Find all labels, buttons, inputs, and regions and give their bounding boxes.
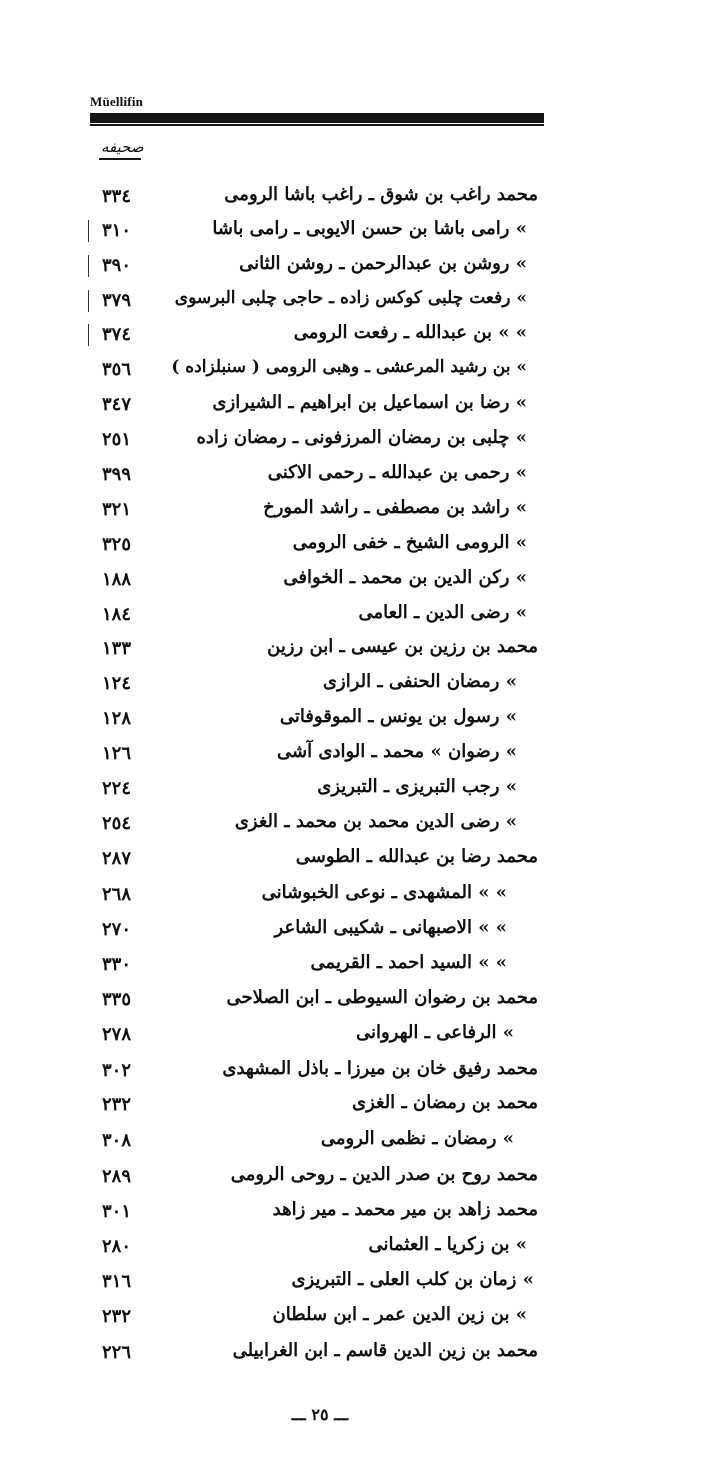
- margin-bar: [88, 324, 89, 346]
- index-entry: [0, 565, 703, 599]
- entry-text: » رضوان » محمد ـ الوادى آشى: [277, 741, 517, 762]
- margin-bar: [88, 220, 89, 242]
- entry-page-number: ١٨٤: [102, 604, 132, 625]
- entry-text: » رضى الدين محمد بن محمد ـ الغزى: [234, 811, 517, 832]
- entry-page-number: ١٢٦: [102, 743, 132, 764]
- entry-text: » بن زكريا ـ العثمانى: [368, 1234, 527, 1255]
- entry-text: محمد رضا بن عبدالله ـ الطوسى: [295, 846, 538, 867]
- entry-text: » راشد بن مصطفى ـ راشد المورخ: [263, 497, 527, 518]
- index-entry: [0, 985, 703, 1019]
- entry-text: محمد بن رضوان السيوطى ـ ابن الصلاحى: [226, 987, 538, 1008]
- entry-page-number: ٢٧٠: [102, 919, 132, 940]
- index-entry: [0, 286, 703, 320]
- index-entry: [0, 774, 703, 808]
- entry-text: » چلبى بن رمضان المرزفونى ـ رمضان زاده: [196, 427, 527, 448]
- entry-page-number: ٣٧٩: [102, 290, 132, 311]
- entry-text: » رمضان الحنفى ـ الرازى: [322, 671, 517, 692]
- entry-text: محمد بن رمضان ـ الغزى: [351, 1092, 538, 1113]
- margin-bar: [88, 255, 89, 277]
- entry-page-number: ٢٢٦: [102, 1342, 132, 1363]
- index-entry: [0, 669, 703, 703]
- entry-text: محمد روح بن صدر الدين ـ روحى الرومى: [230, 1164, 538, 1185]
- entry-text: محمد بن زين الدين قاسم ـ ابن الغرابيلى: [232, 1340, 538, 1361]
- index-entry: [0, 1197, 703, 1231]
- entry-page-number: ٣٥٦: [102, 359, 132, 380]
- index-entry: [0, 495, 703, 529]
- entry-page-number: ٢٣٢: [102, 1306, 132, 1327]
- entry-page-number: ١٣٣: [102, 638, 132, 659]
- index-entry: [0, 460, 703, 494]
- index-entry: [0, 425, 703, 459]
- index-entry: [0, 251, 703, 285]
- index-entry: [0, 1232, 703, 1266]
- entry-page-number: ٢٨٧: [102, 848, 132, 869]
- index-entry: [0, 530, 703, 564]
- index-entry: [0, 1090, 703, 1124]
- entry-text: » بن رشيد المرعشى ـ وهبى الرومى ( سنبلزاده ): [171, 357, 527, 377]
- index-entry: [0, 1020, 703, 1054]
- entry-page-number: ٣١٦: [102, 1271, 132, 1292]
- entry-page-number: ٢٣٢: [102, 1094, 132, 1115]
- entry-page-number: ٣٠١: [102, 1201, 132, 1222]
- entry-text: » » المشهدى ـ نوعى الخبوشانى: [261, 882, 507, 903]
- index-entry: [0, 844, 703, 878]
- margin-bar: [88, 290, 89, 312]
- entry-text: محمد زاهد بن مير محمد ـ مير زاهد: [272, 1199, 538, 1220]
- entry-page-number: ٣٧٤: [102, 324, 132, 345]
- entry-page-number: ٢٦٨: [102, 884, 132, 905]
- entry-text: » رسول بن يونس ـ الموقوفاتى: [279, 706, 517, 727]
- entry-page-number: ٢٥١: [102, 429, 132, 450]
- header-label: Müellifin: [90, 94, 144, 109]
- entry-text: » الرومى الشيخ ـ خفى الرومى: [292, 532, 527, 553]
- index-entry: [0, 216, 703, 250]
- index-entry: [0, 182, 703, 216]
- index-entry: [0, 320, 703, 354]
- index-entry: [0, 739, 703, 773]
- entry-text: » رامى باشا بن حسن الايوبى ـ رامى باشا: [212, 218, 527, 239]
- entry-text: » روشن بن عبدالرحمن ـ روشن الثانى: [239, 253, 527, 274]
- entry-text: » رجب التبريزى ـ التبريزى: [317, 776, 517, 797]
- entry-page-number: ٢٨٠: [102, 1236, 132, 1257]
- index-entry: [0, 704, 703, 738]
- index-entry: [0, 809, 703, 843]
- entry-page-number: ١٨٨: [102, 569, 132, 590]
- entry-text: محمد راغب بن شوق ـ راغب باشا الرومى: [224, 184, 538, 205]
- entry-page-number: ٣٤٧: [102, 394, 132, 415]
- index-entry: [0, 1126, 703, 1160]
- entry-page-number: ٣٠٢: [102, 1060, 132, 1081]
- page-column-label: صحيفه: [101, 138, 144, 156]
- entry-page-number: ٣٠٨: [102, 1130, 132, 1151]
- index-entry: [0, 1267, 703, 1301]
- entry-page-number: ٢٨٩: [102, 1166, 132, 1187]
- entry-page-number: ٣٩٠: [102, 255, 132, 276]
- index-entry: [0, 1338, 703, 1372]
- index-entry: [0, 355, 703, 389]
- entry-text: » رضى الدين ـ العامى: [358, 602, 527, 623]
- entry-text: » » الاصبهانى ـ شكيبى الشاعر: [274, 917, 507, 938]
- entry-page-number: ٢٥٤: [102, 813, 132, 834]
- entry-page-number: ٣١٠: [102, 220, 132, 241]
- entry-text: » » السيد احمد ـ القريمى: [310, 952, 507, 973]
- index-entry: [0, 1162, 703, 1196]
- index-entry: [0, 634, 703, 668]
- entry-text: محمد رفيق خان بن ميرزا ـ باذل المشهدى: [222, 1058, 538, 1079]
- index-entry: [0, 950, 703, 984]
- index-entry: [0, 880, 703, 914]
- index-entry: [0, 1056, 703, 1090]
- entry-page-number: ٣٣٠: [102, 954, 132, 975]
- entry-page-number: ٣٣٥: [102, 989, 132, 1010]
- entry-page-number: ٢٧٨: [102, 1024, 132, 1045]
- entry-page-number: ١٢٤: [102, 673, 132, 694]
- entry-text: » رفعت چلبى كوكس زاده ـ حاجى چلبى البرسوى: [174, 288, 527, 308]
- footer-page-number: ـــ ٢٥ ـــ: [291, 1405, 349, 1424]
- entry-text: » زمان بن كلب العلى ـ التبريزى: [291, 1269, 534, 1290]
- entry-text: » رمضان ـ نظمى الرومى: [320, 1128, 514, 1149]
- entry-text: » الرفاعى ـ الهروانى: [356, 1022, 514, 1043]
- entry-page-number: ٣٢١: [102, 499, 132, 520]
- entry-page-number: ١٢٨: [102, 708, 132, 729]
- entry-text: » رضا بن اسماعيل بن ابراهيم ـ الشيرازى: [212, 392, 527, 413]
- entry-text: » بن زين الدين عمر ـ ابن سلطان: [272, 1304, 527, 1325]
- index-entry: [0, 1302, 703, 1336]
- index-entry: [0, 915, 703, 949]
- entry-page-number: ٣٩٩: [102, 464, 132, 485]
- index-entry: [0, 600, 703, 634]
- entry-text: » رحمى بن عبدالله ـ رحمى الاكنى: [267, 462, 527, 483]
- entry-page-number: ٣٣٤: [102, 186, 132, 207]
- entry-text: » ركن الدين بن محمد ـ الخوافى: [283, 567, 527, 588]
- entry-text: محمد بن رزين بن عيسى ـ ابن رزين: [267, 636, 538, 657]
- entry-page-number: ٣٢٥: [102, 534, 132, 555]
- entry-text: » » بن عبدالله ـ رفعت الرومى: [293, 322, 527, 343]
- index-entry: [0, 390, 703, 424]
- entry-page-number: ٢٢٤: [102, 778, 132, 799]
